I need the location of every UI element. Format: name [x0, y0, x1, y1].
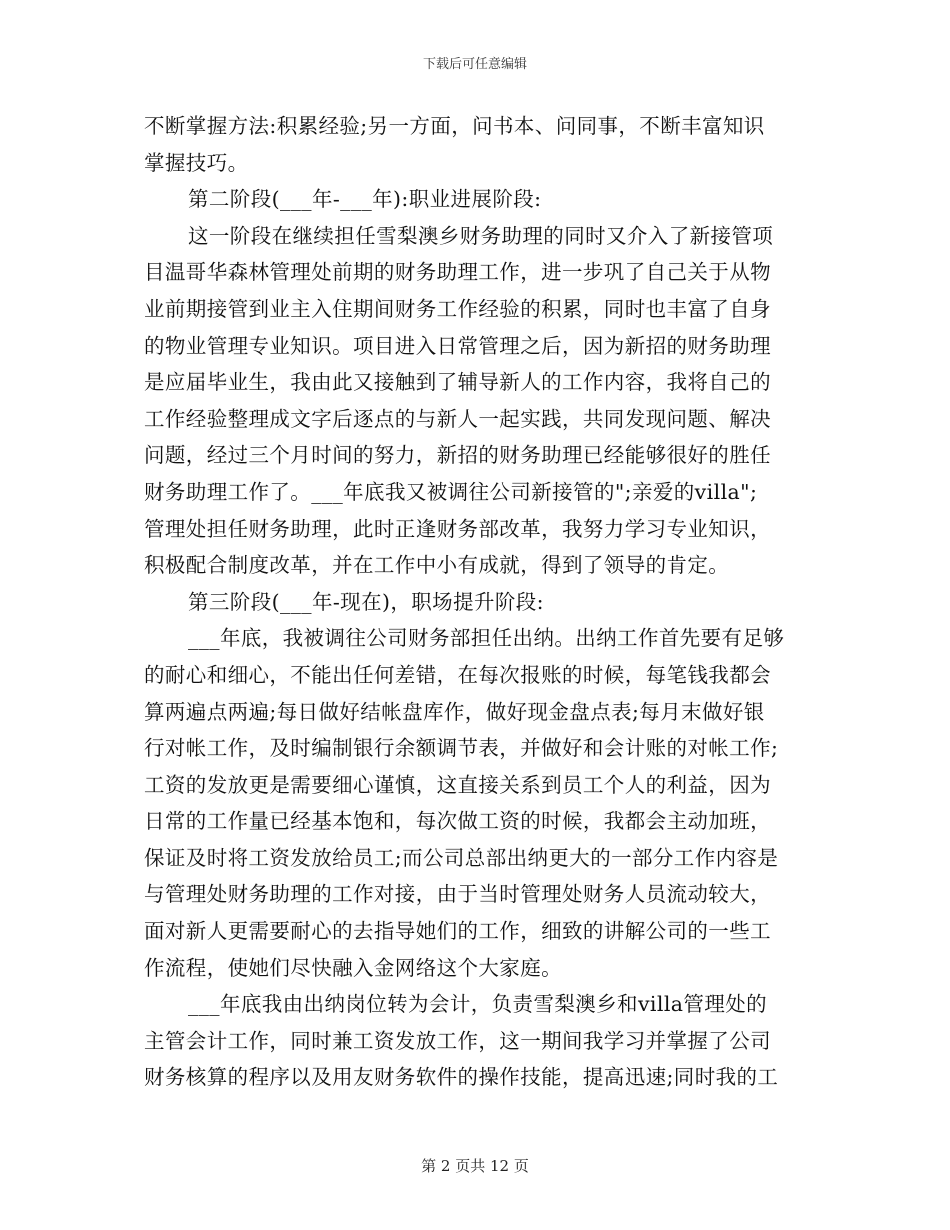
text-line: 是应届毕业生，我由此又接触到了辅导新人的工作内容，我将自己的 [144, 370, 771, 395]
page-header: 下载后可任意编辑 [422, 57, 527, 72]
text-line: 掌握技巧。 [144, 150, 249, 175]
text-line: 的物业管理专业知识。项目进入日常管理之后，因为新招的财务助理 [144, 333, 771, 358]
text-line: 面对新人更需要耐心的去指导她们的工作，细致的讲解公司的一些工 [144, 919, 771, 944]
text-line: 保证及时将工资发放给员工;而公司总部出纳更大的一部分工作内容是 [144, 845, 779, 870]
section-heading: 第三阶段(___年-现在)，职场提升阶段: [188, 589, 544, 614]
text-line: 管理处担任财务助理，此时正逢财务部改革，我努力学习专业知识， [144, 516, 771, 541]
section-heading: 第二阶段(___年-___年):职业进展阶段: [188, 187, 542, 212]
text-line: 财务助理工作了。___年底我又被调往公司新接管的";亲爱的villa"; [144, 479, 758, 504]
text-line: 日常的工作量已经基本饱和，每次做工资的时候，我都会主动加班， [144, 809, 771, 834]
document-body [144, 108, 814, 1096]
text-line: 业前期接管到业主入住期间财务工作经验的积累，同时也丰富了自身 [144, 296, 771, 321]
text-line: ___年底，我被调往公司财务部担任出纳。出纳工作首先要有足够 [188, 626, 785, 651]
text-line: 目温哥华森林管理处前期的财务助理工作，进一步巩了自己关于从物 [144, 260, 771, 285]
text-line: 积极配合制度改革，并在工作中小有成就，得到了领导的肯定。 [144, 553, 730, 578]
text-line: 工资的发放更是需要细心谨慎，这直接关系到员工个人的利益，因为 [144, 772, 771, 797]
text-line: 这一阶段在继续担任雪梨澳乡财务助理的同时又介入了新接管项 [188, 223, 774, 248]
text-line: 的耐心和细心，不能出任何差错，在每次报账的时候，每笔钱我都会 [144, 662, 771, 687]
text-line: 工作经验整理成文字后逐点的与新人一起实践，共同发现问题、解决 [144, 406, 771, 431]
text-line: 不断掌握方法:积累经验;另一方面，问书本、问同事，不断丰富知识 [144, 114, 765, 138]
text-line: 与管理处财务助理的工作对接，由于当时管理处财务人员流动较大， [144, 882, 771, 907]
text-line: 问题，经过三个月时间的努力，新招的财务助理已经能够很好的胜任 [144, 443, 771, 468]
text-line: 行对帐工作，及时编制银行余额调节表，并做好和会计账的对帐工作; [144, 736, 779, 761]
text-line: 主管会计工作，同时兼工资发放工作，这一期间我学习并掌握了公司 [144, 1028, 771, 1053]
text-line: 作流程，使她们尽快融入金网络这个大家庭。 [144, 955, 562, 980]
page-footer: 第 2 页共 12 页 [421, 1157, 529, 1175]
text-line: 算两遍点两遍;每日做好结帐盘库作，做好现金盘点表;每月末做好银 [144, 699, 765, 724]
text-line: 财务核算的程序以及用友财务软件的操作技能，提高迅速;同时我的工 [144, 1065, 779, 1090]
text-line: ___年底我由出纳岗位转为会计，负责雪梨澳乡和villa管理处的 [188, 992, 768, 1017]
